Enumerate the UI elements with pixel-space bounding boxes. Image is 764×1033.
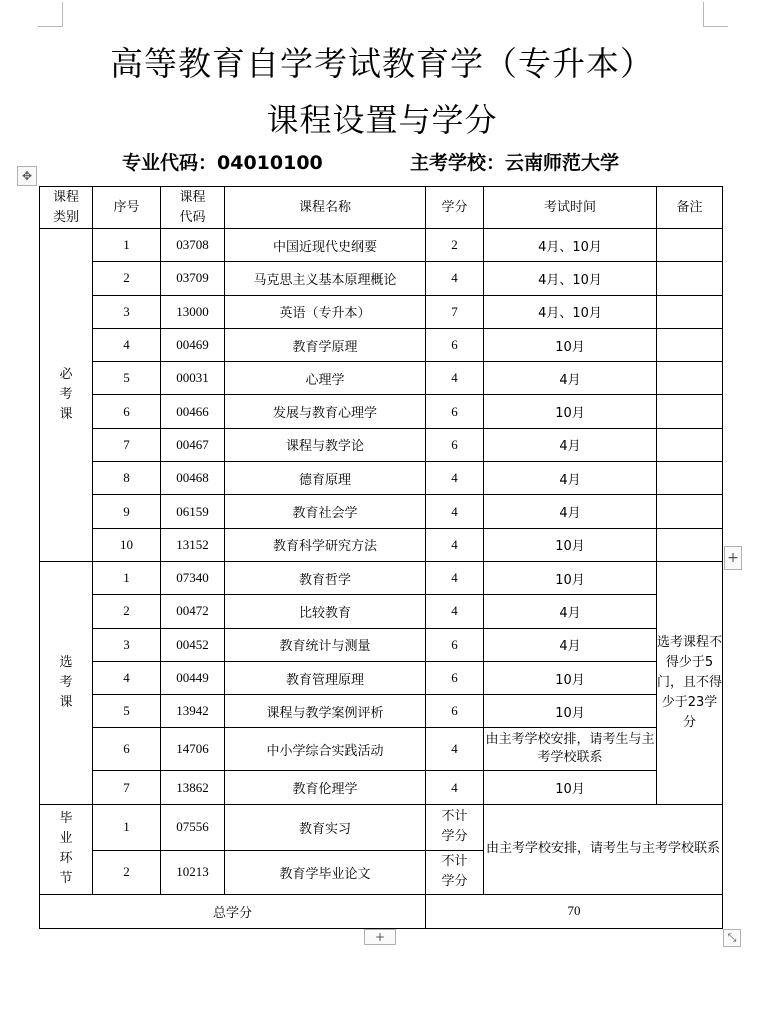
course-code: 13942 [161,695,225,728]
course-exam-time: 10月 [484,328,657,361]
table-header-row [40,187,723,229]
table-row [40,495,723,528]
course-remark [657,229,723,262]
course-credits [426,804,484,850]
course-code: 07556 [161,804,225,850]
course-index: 8 [93,462,161,495]
course-code: 03709 [161,262,225,295]
course-name: 比较教育 [225,595,426,628]
course-remark [657,395,723,428]
course-name: 教育学毕业论文 [225,850,426,894]
header-name: 课程名称 [225,187,426,229]
course-code: 00031 [161,362,225,395]
course-name: 教育统计与测量 [225,628,426,661]
table-row [40,595,723,628]
course-table [39,186,723,929]
course-credits: 7 [426,295,484,328]
course-name: 教育学原理 [225,328,426,361]
course-index: 4 [93,328,161,361]
course-name: 中国近现代史纲要 [225,229,426,262]
course-exam-time: 4月 [484,595,657,628]
course-index: 6 [93,395,161,428]
course-credits-label: 不计学分 [441,809,468,845]
course-code: 14706 [161,728,225,771]
course-name: 课程与教学案例评析 [225,695,426,728]
course-exam-time: 4月 [484,628,657,661]
course-name: 英语（专升本） [225,295,426,328]
course-name: 马克思主义基本原理概论 [225,262,426,295]
page-corner-mark-left [38,2,63,27]
graduation-note: 由主考学校安排，请考生与主考学校联系 [484,804,723,894]
category-required-label: 必考课 [59,366,73,422]
table-row [40,362,723,395]
course-index: 5 [93,695,161,728]
course-index: 4 [93,661,161,694]
course-index: 5 [93,362,161,395]
table-row [40,528,723,561]
course-index: 7 [93,771,161,804]
course-index: 3 [93,628,161,661]
total-label: 总学分 [40,894,426,928]
course-code: 07340 [161,561,225,594]
course-credits: 4 [426,362,484,395]
course-name: 中小学综合实践活动 [225,728,426,771]
category-required [40,229,93,562]
course-credits: 4 [426,262,484,295]
total-row [40,894,723,928]
course-credits: 4 [426,495,484,528]
course-name: 教育管理原理 [225,661,426,694]
course-remark [657,328,723,361]
course-index: 1 [93,804,161,850]
course-name: 心理学 [225,362,426,395]
table-row [40,395,723,428]
add-row-icon[interactable]: + [724,546,742,570]
course-index: 1 [93,561,161,594]
header-index: 序号 [93,187,161,229]
table-row [40,229,723,262]
table-row [40,804,723,850]
course-code: 13862 [161,771,225,804]
course-exam-time: 10月 [484,561,657,594]
document-title: 高等教育自学考试教育学（专升本） [110,44,654,83]
course-code: 13152 [161,528,225,561]
course-credits: 6 [426,628,484,661]
course-credits: 4 [426,771,484,804]
course-code: 00467 [161,428,225,461]
course-name: 教育社会学 [225,495,426,528]
course-exam-time: 4月 [484,495,657,528]
table-body [40,229,723,929]
course-exam-time: 10月 [484,661,657,694]
table-row [40,628,723,661]
course-credits: 2 [426,229,484,262]
category-elective-label: 选考课 [59,654,73,710]
elective-remark: 选考课程不得少于5门，且不得少于23学分 [657,561,723,804]
course-code: 00452 [161,628,225,661]
header-code: 课程代码 [161,187,225,229]
course-index: 2 [93,850,161,894]
course-exam-time: 10月 [484,695,657,728]
course-code: 10213 [161,850,225,894]
table-row [40,262,723,295]
table-row [40,695,723,728]
course-name: 教育科学研究方法 [225,528,426,561]
course-remark [657,428,723,461]
course-code: 00468 [161,462,225,495]
course-index: 9 [93,495,161,528]
course-credits-label: 不计学分 [441,854,468,890]
course-exam-time: 4月、10月 [484,295,657,328]
table-row [40,661,723,694]
category-graduation [40,804,93,894]
course-credits: 6 [426,695,484,728]
course-remark [657,495,723,528]
course-credits: 6 [426,328,484,361]
major-code: 专业代码：04010100 [122,152,323,174]
course-exam-time: 10月 [484,771,657,804]
course-credits: 6 [426,428,484,461]
table-row [40,728,723,771]
header-remark: 备注 [657,187,723,229]
course-exam-time: 由主考学校安排，请考生与主考学校联系 [484,728,657,771]
course-remark [657,528,723,561]
course-code: 00449 [161,661,225,694]
course-exam-time: 10月 [484,395,657,428]
table-resize-icon[interactable]: ⤡ [723,929,741,947]
course-index: 2 [93,262,161,295]
course-remark [657,262,723,295]
course-remark [657,362,723,395]
course-exam-time: 10月 [484,528,657,561]
table-row [40,328,723,361]
course-credits [426,850,484,894]
course-index: 6 [93,728,161,771]
course-index: 1 [93,229,161,262]
document-subtitle: 课程设置与学分 [266,101,498,139]
course-index: 10 [93,528,161,561]
course-code: 00472 [161,595,225,628]
course-credits: 4 [426,561,484,594]
course-name: 教育哲学 [225,561,426,594]
course-code: 00466 [161,395,225,428]
course-code: 00469 [161,328,225,361]
table-move-icon[interactable]: ✥ [17,166,37,186]
course-remark [657,295,723,328]
course-name: 发展与教育心理学 [225,395,426,428]
course-credits: 4 [426,462,484,495]
course-index: 7 [93,428,161,461]
header-credits: 学分 [426,187,484,229]
course-exam-time: 4月、10月 [484,262,657,295]
course-code: 03708 [161,229,225,262]
course-exam-time: 4月 [484,428,657,461]
course-exam-time: 4月、10月 [484,229,657,262]
course-credits: 4 [426,728,484,771]
course-code: 13000 [161,295,225,328]
category-graduation-label: 毕业环节 [59,811,73,887]
course-exam-time: 4月 [484,362,657,395]
course-code: 06159 [161,495,225,528]
course-index: 3 [93,295,161,328]
course-exam-time: 4月 [484,462,657,495]
category-elective [40,561,93,804]
host-school: 主考学校：云南师范大学 [410,152,620,174]
table-row [40,771,723,804]
table-row [40,295,723,328]
total-value: 70 [426,894,723,928]
course-name: 教育伦理学 [225,771,426,804]
table-row [40,462,723,495]
table-row [40,561,723,594]
add-column-icon[interactable]: + [364,929,396,945]
table-row [40,428,723,461]
course-index: 2 [93,595,161,628]
page-corner-mark-right [703,2,728,27]
course-credits: 6 [426,395,484,428]
course-name: 教育实习 [225,804,426,850]
course-name: 课程与教学论 [225,428,426,461]
course-credits: 6 [426,661,484,694]
header-category: 课程类别 [40,187,93,229]
header-exam-time: 考试时间 [484,187,657,229]
course-name: 德育原理 [225,462,426,495]
course-remark [657,462,723,495]
course-credits: 4 [426,595,484,628]
course-credits: 4 [426,528,484,561]
